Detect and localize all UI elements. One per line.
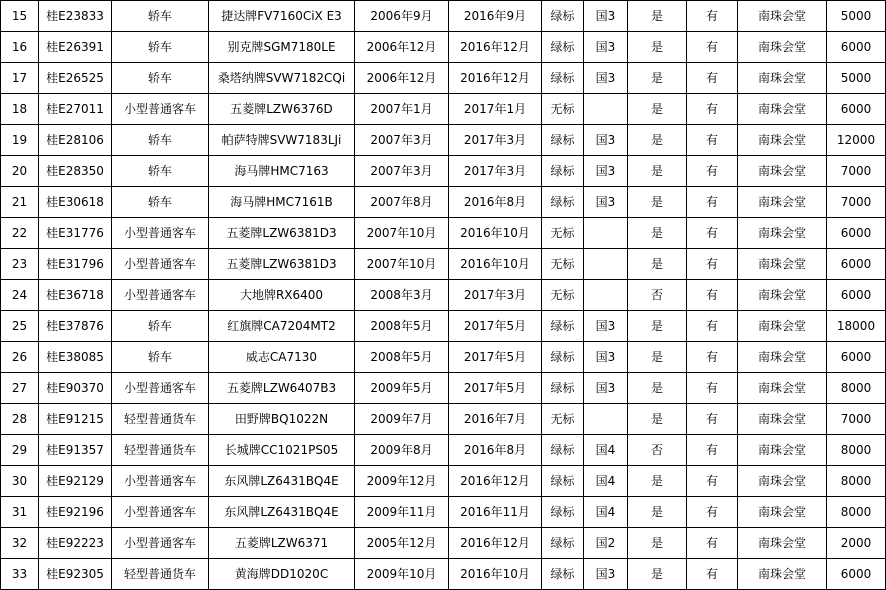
plate-cell[interactable]: 桂E92196 (39, 497, 112, 528)
brand-model-cell[interactable]: 海马牌HMC7163 (209, 156, 355, 187)
flag-cell[interactable]: 是 (628, 373, 687, 404)
table-body (1, 1, 886, 590)
register-date-cell[interactable]: 2008年5月 (355, 311, 449, 342)
env-label-cell[interactable]: 绿标 (542, 187, 584, 218)
has-cell[interactable]: 有 (687, 280, 738, 311)
register-date-cell[interactable]: 2008年5月 (355, 342, 449, 373)
unit-cell[interactable]: 南珠会堂 (738, 435, 827, 466)
brand-model-cell[interactable]: 桑塔纳牌SVW7182CQi (209, 63, 355, 94)
env-label-cell[interactable]: 绿标 (542, 342, 584, 373)
table-row (1, 249, 886, 280)
table-row (1, 373, 886, 404)
expire-date-cell[interactable]: 2016年10月 (449, 559, 542, 590)
brand-model-cell[interactable]: 别克牌SGM7180LE (209, 32, 355, 63)
expire-date-cell[interactable]: 2017年5月 (449, 342, 542, 373)
env-label-cell[interactable]: 绿标 (542, 63, 584, 94)
flag-cell[interactable]: 是 (628, 187, 687, 218)
unit-cell[interactable]: 南珠会堂 (738, 218, 827, 249)
env-label-cell[interactable]: 绿标 (542, 466, 584, 497)
register-date-cell[interactable]: 2009年8月 (355, 435, 449, 466)
table-row (1, 435, 886, 466)
brand-model-cell[interactable]: 帕萨特牌SVW7183LJi (209, 125, 355, 156)
unit-cell[interactable]: 南珠会堂 (738, 1, 827, 32)
row-number-cell[interactable]: 26 (1, 342, 39, 373)
expire-date-cell[interactable]: 2017年3月 (449, 280, 542, 311)
plate-cell[interactable]: 桂E92223 (39, 528, 112, 559)
env-label-cell[interactable]: 绿标 (542, 435, 584, 466)
flag-cell[interactable]: 是 (628, 32, 687, 63)
unit-cell[interactable]: 南珠会堂 (738, 187, 827, 218)
table-row (1, 218, 886, 249)
has-cell[interactable]: 有 (687, 125, 738, 156)
vehicle-type-cell[interactable]: 轿车 (112, 32, 209, 63)
env-label-cell[interactable]: 绿标 (542, 156, 584, 187)
env-label-cell[interactable]: 无标 (542, 280, 584, 311)
has-cell[interactable]: 有 (687, 559, 738, 590)
emission-standard-cell[interactable] (584, 218, 628, 249)
emission-standard-cell[interactable]: 国2 (584, 528, 628, 559)
brand-model-cell[interactable]: 五菱牌LZW6376D (209, 94, 355, 125)
plate-cell[interactable]: 桂E91357 (39, 435, 112, 466)
emission-standard-cell[interactable]: 国3 (584, 559, 628, 590)
vehicle-type-cell[interactable]: 小型普通客车 (112, 280, 209, 311)
vehicle-type-cell[interactable]: 小型普通客车 (112, 373, 209, 404)
brand-model-cell[interactable]: 东风牌LZ6431BQ4E (209, 466, 355, 497)
row-number-cell[interactable]: 31 (1, 497, 39, 528)
has-cell[interactable]: 有 (687, 342, 738, 373)
unit-cell[interactable]: 南珠会堂 (738, 497, 827, 528)
vehicle-type-cell[interactable]: 轿车 (112, 125, 209, 156)
flag-cell[interactable]: 是 (628, 311, 687, 342)
emission-standard-cell[interactable]: 国4 (584, 466, 628, 497)
register-date-cell[interactable]: 2006年9月 (355, 1, 449, 32)
has-cell[interactable]: 有 (687, 435, 738, 466)
table-row (1, 466, 886, 497)
emission-standard-cell[interactable]: 国4 (584, 435, 628, 466)
brand-model-cell[interactable]: 黄海牌DD1020C (209, 559, 355, 590)
flag-cell[interactable]: 是 (628, 497, 687, 528)
has-cell[interactable]: 有 (687, 32, 738, 63)
plate-cell[interactable]: 桂E30618 (39, 187, 112, 218)
flag-cell[interactable]: 是 (628, 218, 687, 249)
row-number-cell[interactable]: 16 (1, 32, 39, 63)
row-number-cell[interactable]: 18 (1, 94, 39, 125)
row-number-cell[interactable]: 19 (1, 125, 39, 156)
vehicle-type-cell[interactable]: 小型普通客车 (112, 466, 209, 497)
price-cell[interactable]: 18000 (827, 311, 886, 342)
table-row (1, 280, 886, 311)
env-label-cell[interactable]: 无标 (542, 404, 584, 435)
table-row (1, 342, 886, 373)
has-cell[interactable]: 有 (687, 218, 738, 249)
brand-model-cell[interactable]: 捷达牌FV7160CiX E3 (209, 1, 355, 32)
brand-model-cell[interactable]: 东风牌LZ6431BQ4E (209, 497, 355, 528)
brand-model-cell[interactable]: 五菱牌LZW6407B3 (209, 373, 355, 404)
register-date-cell[interactable]: 2006年12月 (355, 32, 449, 63)
emission-standard-cell[interactable]: 国3 (584, 1, 628, 32)
emission-standard-cell[interactable]: 国3 (584, 63, 628, 94)
row-number-cell[interactable]: 22 (1, 218, 39, 249)
flag-cell[interactable]: 是 (628, 63, 687, 94)
brand-model-cell[interactable]: 五菱牌LZW6381D3 (209, 249, 355, 280)
register-date-cell[interactable]: 2007年10月 (355, 249, 449, 280)
has-cell[interactable]: 有 (687, 528, 738, 559)
row-number-cell[interactable]: 29 (1, 435, 39, 466)
table-row (1, 156, 886, 187)
has-cell[interactable]: 有 (687, 63, 738, 94)
emission-standard-cell[interactable] (584, 404, 628, 435)
unit-cell[interactable]: 南珠会堂 (738, 63, 827, 94)
env-label-cell[interactable]: 无标 (542, 249, 584, 280)
emission-standard-cell[interactable] (584, 280, 628, 311)
has-cell[interactable]: 有 (687, 1, 738, 32)
plate-cell[interactable]: 桂E92305 (39, 559, 112, 590)
expire-date-cell[interactable]: 2017年5月 (449, 311, 542, 342)
plate-cell[interactable]: 桂E31796 (39, 249, 112, 280)
plate-cell[interactable]: 桂E28350 (39, 156, 112, 187)
register-date-cell[interactable]: 2009年11月 (355, 497, 449, 528)
register-date-cell[interactable]: 2009年7月 (355, 404, 449, 435)
env-label-cell[interactable]: 绿标 (542, 125, 584, 156)
price-cell[interactable]: 6000 (827, 342, 886, 373)
emission-standard-cell[interactable]: 国4 (584, 497, 628, 528)
vehicle-type-cell[interactable]: 小型普通客车 (112, 249, 209, 280)
unit-cell[interactable]: 南珠会堂 (738, 342, 827, 373)
vehicle-type-cell[interactable]: 轿车 (112, 342, 209, 373)
vehicle-type-cell[interactable]: 轿车 (112, 63, 209, 94)
brand-model-cell[interactable]: 五菱牌LZW6371 (209, 528, 355, 559)
emission-standard-cell[interactable] (584, 249, 628, 280)
vehicle-type-cell[interactable]: 轿车 (112, 1, 209, 32)
emission-standard-cell[interactable]: 国3 (584, 156, 628, 187)
row-number-cell[interactable]: 28 (1, 404, 39, 435)
register-date-cell[interactable]: 2005年12月 (355, 528, 449, 559)
has-cell[interactable]: 有 (687, 311, 738, 342)
table-row (1, 311, 886, 342)
env-label-cell[interactable]: 绿标 (542, 311, 584, 342)
plate-cell[interactable]: 桂E27011 (39, 94, 112, 125)
price-cell[interactable]: 12000 (827, 125, 886, 156)
vehicle-type-cell[interactable]: 轻型普通货车 (112, 404, 209, 435)
env-label-cell[interactable]: 无标 (542, 218, 584, 249)
row-number-cell[interactable]: 17 (1, 63, 39, 94)
vehicle-type-cell[interactable]: 小型普通客车 (112, 218, 209, 249)
expire-date-cell[interactable]: 2016年7月 (449, 404, 542, 435)
price-cell[interactable]: 2000 (827, 528, 886, 559)
row-number-cell[interactable]: 32 (1, 528, 39, 559)
has-cell[interactable]: 有 (687, 497, 738, 528)
expire-date-cell[interactable]: 2017年3月 (449, 125, 542, 156)
brand-model-cell[interactable]: 长城牌CC1021PS05 (209, 435, 355, 466)
table-row (1, 94, 886, 125)
row-number-cell[interactable]: 33 (1, 559, 39, 590)
price-cell[interactable]: 8000 (827, 466, 886, 497)
table-row (1, 125, 886, 156)
plate-cell[interactable]: 桂E36718 (39, 280, 112, 311)
has-cell[interactable]: 有 (687, 94, 738, 125)
table-row (1, 559, 886, 590)
row-number-cell[interactable]: 30 (1, 466, 39, 497)
emission-standard-cell[interactable]: 国3 (584, 342, 628, 373)
price-cell[interactable]: 6000 (827, 94, 886, 125)
vehicle-type-cell[interactable]: 小型普通客车 (112, 497, 209, 528)
has-cell[interactable]: 有 (687, 466, 738, 497)
flag-cell[interactable]: 是 (628, 559, 687, 590)
env-label-cell[interactable]: 绿标 (542, 559, 584, 590)
expire-date-cell[interactable]: 2016年10月 (449, 218, 542, 249)
env-label-cell[interactable]: 绿标 (542, 373, 584, 404)
vehicle-type-cell[interactable]: 小型普通客车 (112, 528, 209, 559)
vehicle-type-cell[interactable]: 轿车 (112, 187, 209, 218)
flag-cell[interactable]: 是 (628, 94, 687, 125)
brand-model-cell[interactable]: 红旗牌CA7204MT2 (209, 311, 355, 342)
expire-date-cell[interactable]: 2016年10月 (449, 249, 542, 280)
price-cell[interactable]: 6000 (827, 32, 886, 63)
env-label-cell[interactable]: 绿标 (542, 32, 584, 63)
row-number-cell[interactable]: 20 (1, 156, 39, 187)
expire-date-cell[interactable]: 2016年11月 (449, 497, 542, 528)
price-cell[interactable]: 7000 (827, 156, 886, 187)
expire-date-cell[interactable]: 2016年12月 (449, 466, 542, 497)
has-cell[interactable]: 有 (687, 373, 738, 404)
emission-standard-cell[interactable]: 国3 (584, 373, 628, 404)
vehicle-type-cell[interactable]: 轻型普通货车 (112, 435, 209, 466)
row-number-cell[interactable]: 27 (1, 373, 39, 404)
expire-date-cell[interactable]: 2016年12月 (449, 528, 542, 559)
unit-cell[interactable]: 南珠会堂 (738, 156, 827, 187)
price-cell[interactable]: 6000 (827, 280, 886, 311)
table-row (1, 497, 886, 528)
emission-standard-cell[interactable]: 国3 (584, 311, 628, 342)
register-date-cell[interactable]: 2007年10月 (355, 218, 449, 249)
unit-cell[interactable]: 南珠会堂 (738, 466, 827, 497)
env-label-cell[interactable]: 绿标 (542, 1, 584, 32)
unit-cell[interactable]: 南珠会堂 (738, 311, 827, 342)
env-label-cell[interactable]: 无标 (542, 94, 584, 125)
row-number-cell[interactable]: 23 (1, 249, 39, 280)
plate-cell[interactable]: 桂E23833 (39, 1, 112, 32)
price-cell[interactable]: 6000 (827, 559, 886, 590)
price-cell[interactable]: 6000 (827, 218, 886, 249)
brand-model-cell[interactable]: 威志CA7130 (209, 342, 355, 373)
price-cell[interactable]: 5000 (827, 1, 886, 32)
table-row (1, 404, 886, 435)
price-cell[interactable]: 8000 (827, 497, 886, 528)
register-date-cell[interactable]: 2009年12月 (355, 466, 449, 497)
flag-cell[interactable]: 是 (628, 404, 687, 435)
register-date-cell[interactable]: 2009年10月 (355, 559, 449, 590)
flag-cell[interactable]: 是 (628, 249, 687, 280)
plate-cell[interactable]: 桂E37876 (39, 311, 112, 342)
table-row (1, 32, 886, 63)
brand-model-cell[interactable]: 大地牌RX6400 (209, 280, 355, 311)
has-cell[interactable]: 有 (687, 249, 738, 280)
expire-date-cell[interactable]: 2016年8月 (449, 435, 542, 466)
has-cell[interactable]: 有 (687, 187, 738, 218)
register-date-cell[interactable]: 2007年8月 (355, 187, 449, 218)
emission-standard-cell[interactable]: 国3 (584, 32, 628, 63)
unit-cell[interactable]: 南珠会堂 (738, 559, 827, 590)
unit-cell[interactable]: 南珠会堂 (738, 249, 827, 280)
expire-date-cell[interactable]: 2017年1月 (449, 94, 542, 125)
register-date-cell[interactable]: 2007年3月 (355, 156, 449, 187)
expire-date-cell[interactable]: 2017年5月 (449, 373, 542, 404)
flag-cell[interactable]: 否 (628, 435, 687, 466)
unit-cell[interactable]: 南珠会堂 (738, 125, 827, 156)
unit-cell[interactable]: 南珠会堂 (738, 404, 827, 435)
expire-date-cell[interactable]: 2016年12月 (449, 32, 542, 63)
plate-cell[interactable]: 桂E38085 (39, 342, 112, 373)
row-number-cell[interactable]: 21 (1, 187, 39, 218)
unit-cell[interactable]: 南珠会堂 (738, 94, 827, 125)
plate-cell[interactable]: 桂E90370 (39, 373, 112, 404)
expire-date-cell[interactable]: 2016年9月 (449, 1, 542, 32)
price-cell[interactable]: 8000 (827, 373, 886, 404)
register-date-cell[interactable]: 2009年5月 (355, 373, 449, 404)
flag-cell[interactable]: 是 (628, 125, 687, 156)
brand-model-cell[interactable]: 田野牌BQ1022N (209, 404, 355, 435)
flag-cell[interactable]: 是 (628, 528, 687, 559)
expire-date-cell[interactable]: 2016年12月 (449, 63, 542, 94)
expire-date-cell[interactable]: 2016年8月 (449, 187, 542, 218)
brand-model-cell[interactable]: 海马牌HMC7161B (209, 187, 355, 218)
table-row (1, 1, 886, 32)
flag-cell[interactable]: 是 (628, 466, 687, 497)
brand-model-cell[interactable]: 五菱牌LZW6381D3 (209, 218, 355, 249)
flag-cell[interactable]: 是 (628, 342, 687, 373)
price-cell[interactable]: 6000 (827, 249, 886, 280)
table-row (1, 63, 886, 94)
register-date-cell[interactable]: 2007年1月 (355, 94, 449, 125)
expire-date-cell[interactable]: 2017年3月 (449, 156, 542, 187)
plate-cell[interactable]: 桂E26525 (39, 63, 112, 94)
unit-cell[interactable]: 南珠会堂 (738, 280, 827, 311)
plate-cell[interactable]: 桂E26391 (39, 32, 112, 63)
plate-cell[interactable]: 桂E91215 (39, 404, 112, 435)
env-label-cell[interactable]: 绿标 (542, 497, 584, 528)
vehicle-type-cell[interactable]: 轿车 (112, 311, 209, 342)
plate-cell[interactable]: 桂E28106 (39, 125, 112, 156)
plate-cell[interactable]: 桂E31776 (39, 218, 112, 249)
price-cell[interactable]: 7000 (827, 187, 886, 218)
env-label-cell[interactable]: 绿标 (542, 528, 584, 559)
emission-standard-cell[interactable]: 国3 (584, 187, 628, 218)
register-date-cell[interactable]: 2006年12月 (355, 63, 449, 94)
plate-cell[interactable]: 桂E92129 (39, 466, 112, 497)
emission-standard-cell[interactable]: 国3 (584, 125, 628, 156)
has-cell[interactable]: 有 (687, 156, 738, 187)
unit-cell[interactable]: 南珠会堂 (738, 528, 827, 559)
price-cell[interactable]: 5000 (827, 63, 886, 94)
register-date-cell[interactable]: 2007年3月 (355, 125, 449, 156)
register-date-cell[interactable]: 2008年3月 (355, 280, 449, 311)
emission-standard-cell[interactable] (584, 94, 628, 125)
flag-cell[interactable]: 是 (628, 1, 687, 32)
row-number-cell[interactable]: 15 (1, 1, 39, 32)
price-cell[interactable]: 8000 (827, 435, 886, 466)
has-cell[interactable]: 有 (687, 404, 738, 435)
flag-cell[interactable]: 否 (628, 280, 687, 311)
vehicle-type-cell[interactable]: 轿车 (112, 156, 209, 187)
table-row (1, 528, 886, 559)
table-row (1, 187, 886, 218)
vehicle-type-cell[interactable]: 轻型普通货车 (112, 559, 209, 590)
unit-cell[interactable]: 南珠会堂 (738, 373, 827, 404)
vehicle-type-cell[interactable]: 小型普通客车 (112, 94, 209, 125)
row-number-cell[interactable]: 24 (1, 280, 39, 311)
unit-cell[interactable]: 南珠会堂 (738, 32, 827, 63)
row-number-cell[interactable]: 25 (1, 311, 39, 342)
flag-cell[interactable]: 是 (628, 156, 687, 187)
price-cell[interactable]: 7000 (827, 404, 886, 435)
